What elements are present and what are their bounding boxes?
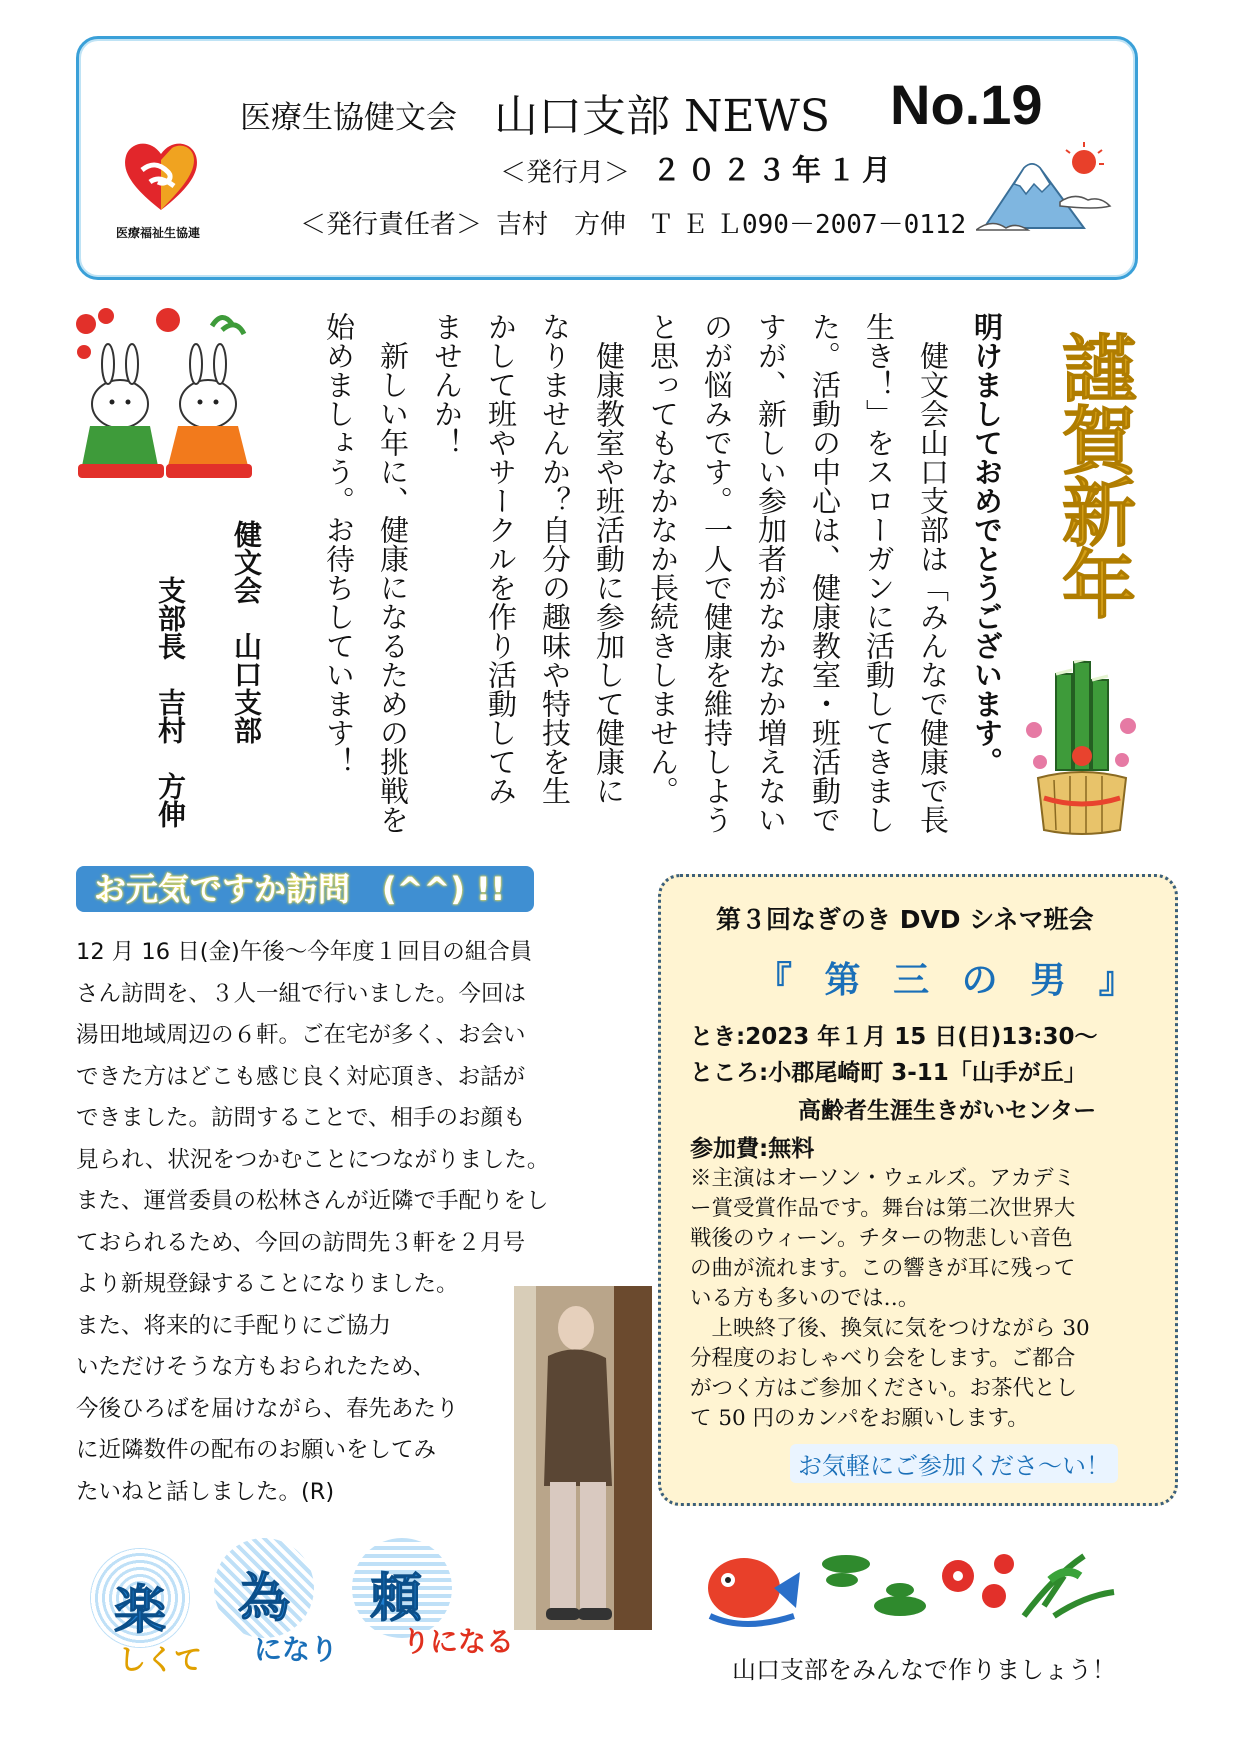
footer-message: 山口支部をみんなで作りましょう！: [732, 1656, 1116, 1684]
visit-line: また、将来的に手配りにご協力: [76, 1312, 392, 1339]
publisher-label: ＜発行責任者＞: [300, 210, 483, 240]
greeting-line: ませんか！: [430, 312, 464, 457]
visit-line: 湯田地域周辺の６軒。ご在宅が多く、お会い: [76, 1022, 526, 1048]
cinema-note-line: て 50 円のカンパをお願いします。: [690, 1406, 1029, 1431]
visit-line: さん訪問を、３人一組で行いました。今回は: [76, 980, 527, 1007]
cinema-title: 第３回なぎのき DVD シネマ班会: [716, 905, 1094, 934]
cinema-note-line: がつく方はご参加ください。お茶代とし: [690, 1376, 1078, 1401]
greeting-line: 健康教室や班活動に参加して健康に: [592, 312, 626, 805]
visit-line: いただけそうな方もおられたため、: [76, 1354, 436, 1380]
visit-line: より新規登録することになりました。: [76, 1271, 459, 1297]
cinema-invite-callout: お気軽にご参加くださ～い！: [790, 1444, 1118, 1483]
new-year-ornaments: [704, 1536, 1124, 1636]
coop-heart-logo: [120, 136, 202, 216]
visit-line: ておられるため、今回の訪問先３軒を２月号: [76, 1229, 526, 1256]
visit-photo: [514, 1286, 652, 1630]
cinema-venue: 高齢者生涯生きがいセンター: [798, 1098, 1097, 1124]
visit-line: できました。訪問することで、相手のお顔も: [76, 1105, 526, 1131]
cinema-note-line: ー賞受賞作品です。舞台は第二次世界大: [690, 1196, 1076, 1221]
signature-org: 健文会 山口支部: [230, 520, 263, 744]
branch-title: 山口支部 NEWS: [494, 91, 830, 142]
rabbit-dolls-illustration: [72, 306, 260, 486]
logo-caption: 医療福祉生協連: [116, 226, 201, 240]
cinema-description: [690, 1164, 1150, 1434]
kinga-shinnen-title: 謹賀新年: [1050, 330, 1136, 618]
motto-sub-2: になり: [254, 1633, 339, 1666]
cinema-fee: 参加費:無料: [690, 1136, 815, 1162]
film-title: 『 第 三 の 男 』: [756, 960, 1145, 1001]
motto-sub-3: りになる: [402, 1625, 515, 1658]
tel-value: 090－2007－0112: [742, 210, 967, 240]
visit-line: 今後ひろばを届けながら、春先あたり: [76, 1395, 459, 1422]
visit-line: 12 月 16 日(金)午後～今年度１回目の組合員: [76, 939, 533, 965]
cinema-note-line: 戦後のウィーン。チターの物悲しい音色: [690, 1226, 1073, 1251]
greeting-line: と思ってもなかなか長続きしません。: [646, 312, 680, 805]
greeting-line: 生き！」をスローガンに活動してきまし: [862, 312, 896, 834]
issue-number: No.19: [890, 73, 1043, 136]
tel-label: ＴＥＬ: [648, 210, 751, 240]
greeting-line: なりませんか？自分の趣味や特技を生: [538, 312, 572, 805]
greeting-line: かして班やサークルを作り活動してみ: [484, 312, 518, 805]
visit-line: 見られ、状況をつかむことにつながりました。: [76, 1146, 550, 1173]
cinema-note-line: いる方も多いのでは‥。: [690, 1286, 920, 1311]
motto-kanji-1: 楽: [114, 1581, 167, 1641]
motto-sub-1: しくて: [118, 1643, 203, 1676]
greeting-line: のが悩みです。一人で健康を維持しよう: [700, 312, 734, 834]
greeting-line: た。活動の中心は、健康教室・班活動で: [808, 312, 842, 834]
visit-line: できた方はどこも感じ良く対応頂き、お話が: [76, 1063, 526, 1090]
new-year-greeting: [312, 312, 1014, 852]
visit-line: たいねと話しました。(R): [76, 1478, 335, 1505]
date-label: ＜発行月＞: [500, 158, 631, 188]
cinema-note-line: の曲が流れます。この響きが耳に残って: [690, 1256, 1076, 1281]
org-name: 医療生協健文会: [240, 100, 457, 136]
cinema-note-line: 分程度のおしゃべり会をします。ご都合: [690, 1346, 1076, 1371]
greeting-line: すが、新しい参加者がなかなか増えない: [754, 312, 788, 834]
signature-name: 支部長 吉村 方伸: [154, 576, 187, 828]
visit-line: に近隣数件の配布のお願いをしてみ: [76, 1437, 437, 1463]
visit-section-title: お元気ですか訪問 (^^) !!: [76, 866, 534, 912]
cinema-where: ところ:小郡尾崎町 3-11「山手が丘」: [690, 1060, 1087, 1086]
greeting-line: 始めましょう。お待ちしています！: [322, 312, 356, 776]
kadomatsu-illustration: [1010, 660, 1150, 840]
greeting-line: 新しい年に、健康になるための挑戦を: [376, 312, 410, 834]
publisher-name: 吉村 方伸: [496, 210, 627, 240]
cinema-note-line: 上映終了後、換気に気をつけながら 30: [690, 1316, 1090, 1341]
date-value: ２０２３年１月: [652, 153, 898, 187]
cinema-note-line: ※主演はオーソン・ウェルズ。アカデミ: [690, 1166, 1076, 1191]
motto-kanji-2: 為: [238, 1569, 291, 1629]
visit-line: また、運営委員の松林さんが近隣で手配りをし: [76, 1188, 549, 1214]
greeting-line: 明けましておめでとうございます。: [970, 312, 1004, 776]
motto-kanji-3: 頼: [370, 1569, 423, 1629]
mount-fuji-illustration: [976, 140, 1114, 240]
cinema-when: とき:2023 年１月 15 日(日)13:30～: [690, 1024, 1098, 1050]
greeting-line: 健文会山口支部は「みんなで健康で長: [916, 312, 950, 834]
